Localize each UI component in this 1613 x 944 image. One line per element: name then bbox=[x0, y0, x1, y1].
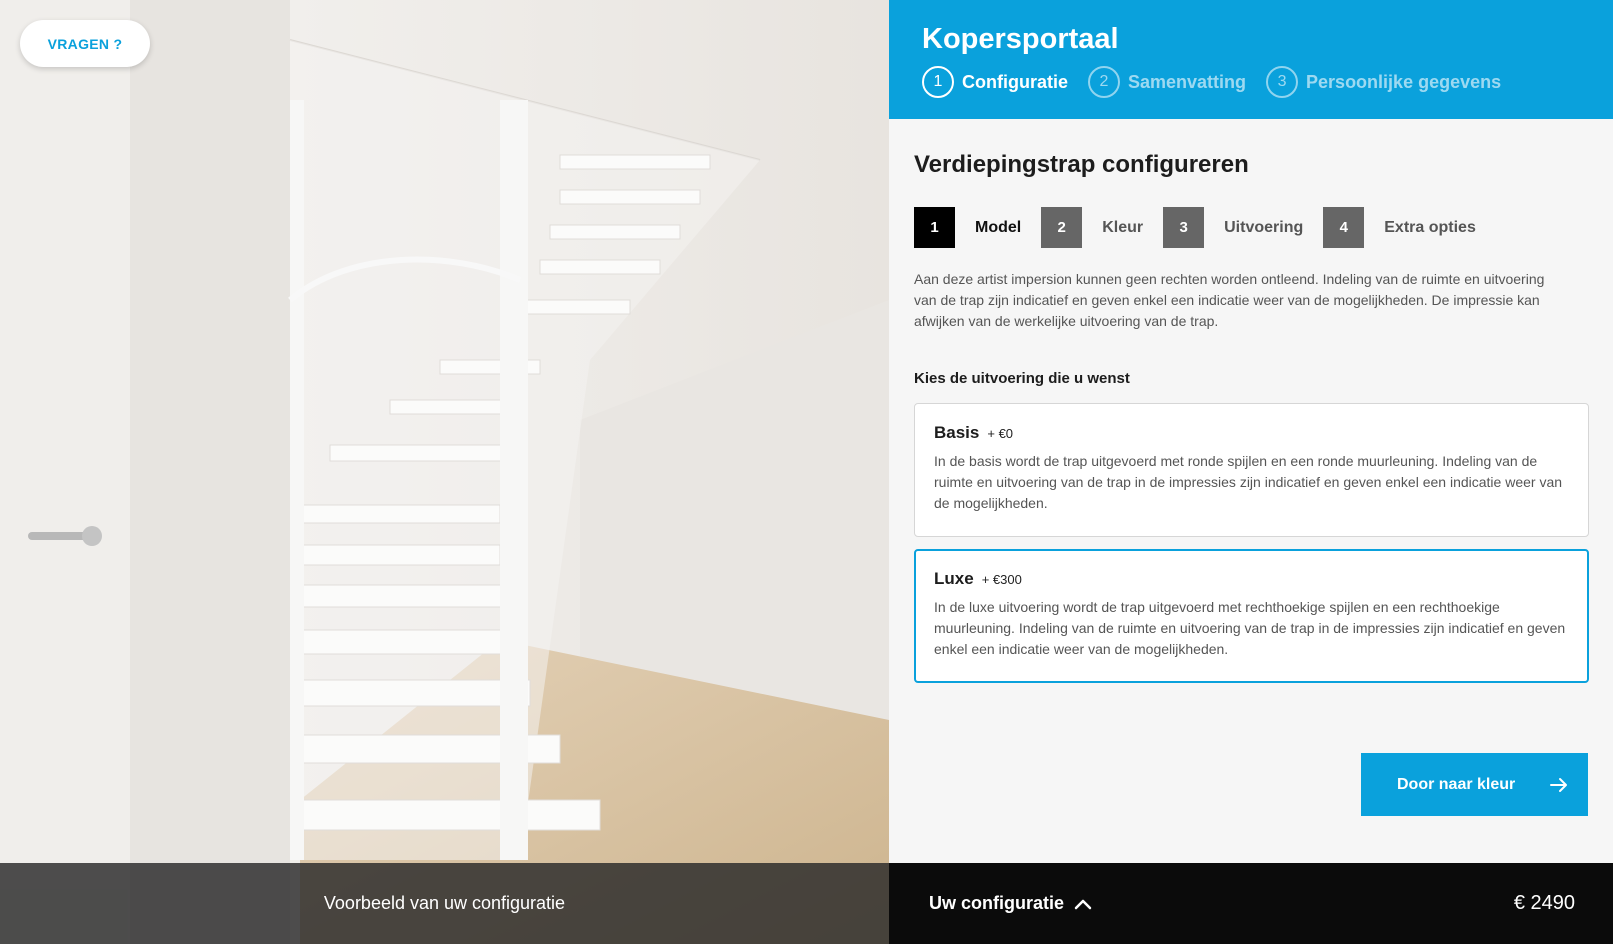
substep-number: 4 bbox=[1323, 207, 1364, 248]
substep-label: Model bbox=[975, 218, 1022, 236]
substep-number: 2 bbox=[1041, 207, 1082, 248]
substep-kleur[interactable] bbox=[1041, 207, 1143, 248]
step-persoonlijke-gegevens[interactable] bbox=[1266, 66, 1501, 98]
option-header bbox=[934, 423, 1569, 443]
step-number: 3 bbox=[1266, 66, 1298, 98]
substep-number: 3 bbox=[1163, 207, 1204, 248]
arrow-right-icon bbox=[1550, 777, 1568, 793]
step-label: Configuratie bbox=[962, 71, 1068, 92]
configuration-toggle[interactable] bbox=[929, 893, 1092, 914]
chevron-up-icon bbox=[1074, 898, 1092, 910]
total-price: € 2490 bbox=[1513, 892, 1575, 914]
substep-model[interactable] bbox=[914, 207, 1021, 248]
questions-button[interactable]: VRAGEN ? bbox=[20, 20, 150, 67]
option-description: In de luxe uitvoering wordt de trap uitgevoerd met rechthoekige spijlen en een rechthoekige muurleuning. Indeling van de ruimte en uitvoering van de trap in de impressies zijn indicatief en geven enkel een indicatie weer van de mogelijkheden. bbox=[934, 599, 1566, 657]
option-name: Luxe bbox=[934, 569, 974, 588]
substep-extra-opties[interactable] bbox=[1323, 207, 1476, 248]
option-description: In de basis wordt de trap uitgevoerd met ronde spijlen en een ronde muurleuning. Indeling van de ruimte en uitvoering van de trap in de impressies zijn indicatief en geven enkel een indicatie weer van de mogelijkheden. bbox=[934, 453, 1563, 511]
option-price: + €300 bbox=[981, 572, 1022, 587]
portal-header bbox=[889, 0, 1613, 119]
option-luxe[interactable] bbox=[914, 549, 1589, 683]
option-basis[interactable] bbox=[914, 403, 1589, 537]
step-samenvatting[interactable] bbox=[1088, 66, 1246, 98]
configuration-label: Uw configuratie bbox=[929, 893, 1065, 913]
substep-label: Extra opties bbox=[1384, 218, 1476, 236]
option-header bbox=[934, 569, 1569, 589]
next-to-color-button[interactable] bbox=[1361, 753, 1588, 816]
step-number: 2 bbox=[1088, 66, 1120, 98]
configuration-footer bbox=[889, 863, 1613, 944]
preview-caption: Voorbeeld van uw configuratie bbox=[0, 863, 889, 944]
page-title: Verdiepingstrap configureren bbox=[914, 151, 1249, 178]
portal-title: Kopersportaal bbox=[922, 23, 1119, 55]
disclaimer-text: Aan deze artist impersion kunnen geen rechten worden ontleend. Indeling van de ruimte en uitvoering van de trap zijn indicatief en geven enkel een indicatie weer van de mogelijkheden. De impressie kan afwijken van de werkelijke uitvoering van de trap. bbox=[914, 271, 1545, 329]
configuration-substeps bbox=[914, 207, 1588, 248]
progress-steps bbox=[922, 66, 1580, 98]
substep-uitvoering[interactable] bbox=[1163, 207, 1303, 248]
next-button-label: Door naar kleur bbox=[1397, 775, 1516, 793]
step-label: Persoonlijke gegevens bbox=[1306, 71, 1502, 92]
option-price: + €0 bbox=[987, 426, 1014, 441]
option-name: Basis bbox=[934, 423, 980, 442]
step-number: 1 bbox=[922, 66, 954, 98]
choose-option-label: Kies de uitvoering die u wenst bbox=[914, 370, 1130, 387]
step-label: Samenvatting bbox=[1128, 71, 1247, 92]
substep-label: Kleur bbox=[1102, 218, 1144, 236]
step-configuratie[interactable] bbox=[922, 66, 1068, 98]
configurator-content bbox=[889, 119, 1613, 683]
substep-label: Uitvoering bbox=[1224, 218, 1304, 236]
configurator-panel bbox=[889, 0, 1613, 944]
substep-number: 1 bbox=[914, 207, 955, 248]
